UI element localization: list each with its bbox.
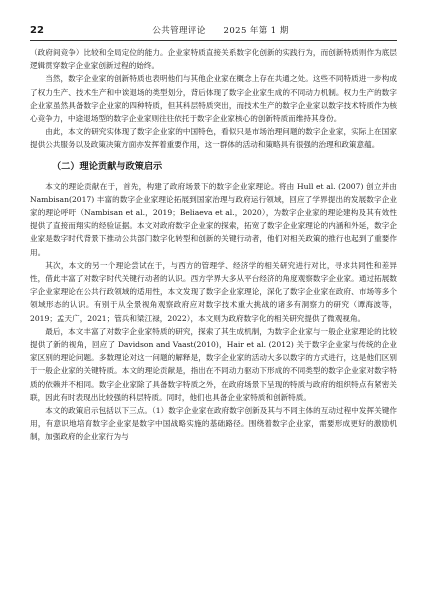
journal-issue: 2025 年第 1 期 xyxy=(223,26,289,36)
running-header xyxy=(30,22,397,38)
journal-name: 公共管理评论 xyxy=(152,26,206,36)
paragraph: 当然，数字企业家的创新特质也表明他们与其他企业家在概念上存在共通之处。这些不同特质进一步构成了权力生产、技术生产和中诶退场的类型划分，背后体现了数字企业家生成的不同动力机制。权力生产的数字企业家虽然具备数字企业家的四种特质，但其科层特质突出，而技术生产的数字企业家以数字技术特质作为核心竞争力，中途退场型的数字企业家则往往依托于数字企业家核心的创新特质而维持其身份。 xyxy=(30,74,397,124)
page-number: 22 xyxy=(30,24,44,36)
journal-header xyxy=(44,24,397,36)
header-rule xyxy=(30,40,397,41)
section-heading: （二）理论贡献与政策启示 xyxy=(52,160,163,172)
body-text xyxy=(30,46,397,444)
paragraph: 本文的政策启示包括以下三点。（1）数字企业家在政府数字创新及其与不同主体的互动过程中发挥关键作用，有意识地培育数字企业家是数字中国战略实施的基础路径。围绕着数字企业家，需要形成更好的激励机制，加强政府的企业家行为与 xyxy=(30,406,397,442)
paragraph: 本文的理论贡献在于，首先，构建了政府场景下的数字企业家理论。将由 Hull et al. (2007) 创立并由 Nambisan(2017) 丰富的数字企业家理论拓展到国家治理与政府运行领域，回应了学界提出的发展数字企业家的理论呼吁（Nambisan et al.，2019；Beliaeva et al.，2020），为数字企业家的理论建构及其有效性提供了直接而翔实的经验证据。本文对政府数字企业家的探索，拓宽了数字企业家理论的内涵和外延，数字企业家是数字时代背景下推动公共部门数字化转型和创新的关键行动者，他们对相关政策的推行也起到了重要作用。 xyxy=(30,181,397,257)
paragraph: （政府间竞争）比较和全局定位的能力。企业家特质直接关系数字化创新的实践行为，而创新特质则作为底层逻辑贯穿数字企业家创新过程的始终。 xyxy=(30,48,397,71)
paragraph: 最后，本文丰富了对数字企业家特质的研究，探索了其生成机制，为数字企业家与一般企业家理论的比较提供了新的视角，回应了 Davidson and Vaast(2010)，Hair et al. (2012) 关于数字企业家与传统的企业家区别的理论问题。多数理论对这一问题的解释是，数字企业家的活动大多以数字的方式进行，这是他们区别于一般企业家的关键特质。本文的理论贡献是，指出在不同动力驱动下形成的不同类型的数字企业家对数字特质的依赖并不相同。数字企业家除了具备数字特质之外，在政府场景下呈现的特质与政府的组织特点有紧密关联，因此有时表现出比较强的科层特质。同时，他们也具备企业家特质和创新特质。 xyxy=(30,326,397,402)
paragraph: 其次，本文的另一个理论尝试在于，与西方的管理学、经济学的相关研究进行对比，寻求共同性和差异性，借此丰富了对数字时代关键行动者的认识。西方学界大多从平台经济的角度观察数字企业家。通过拓展数字企业家理论在公共行政领域的适用性，本文发现了数字企业家理论，深化了数字企业家在政府、市场等多个领域形态的认识。有别于从全景视角观察政府应对数字技术重大挑战的诸多有洞察力的研究（谭海波等，2019；孟天广，2021；管兵和梁江禄，2022），本文则为政府数字化的相关研究提供了微观视角。 xyxy=(30,260,397,323)
paragraph: 由此，本文的研究实体现了数字企业家的中国特色，看似只是市场治理问题的数字企业家，实际上在国家提供公共服务以及政策决策方面亦发挥着重要作用，这一群体的活动和策略具有很强的治理和政策意蕴。 xyxy=(30,127,397,150)
